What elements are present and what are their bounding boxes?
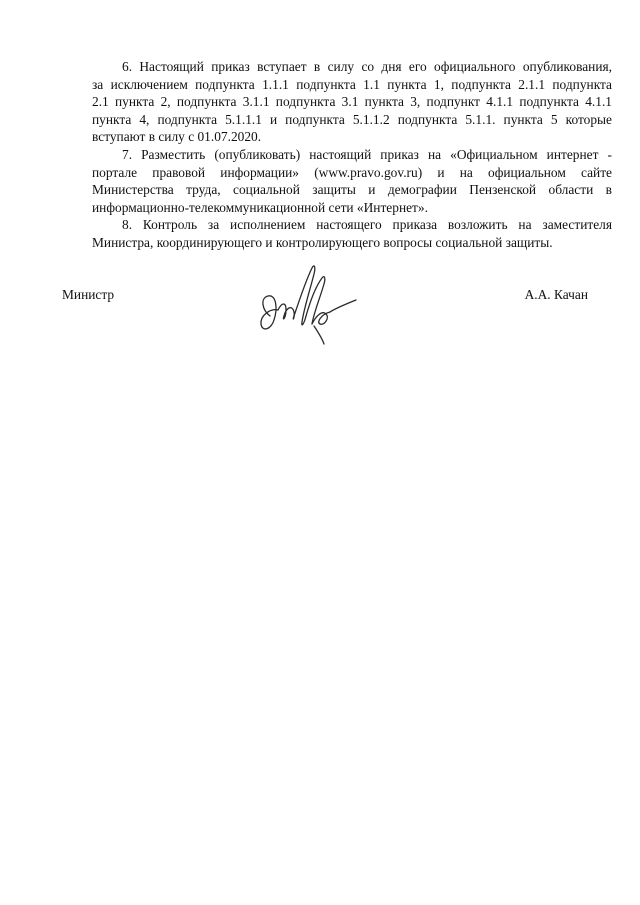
paragraph-line: 2.1 пункта 2, подпункта 3.1.1 подпункта 3.1 пункта 3, подпункт 4.1.1 подпункта 4.1.1: [92, 94, 612, 110]
handwritten-signature: [256, 258, 366, 348]
paragraph-8: [62, 216, 612, 251]
paragraph-7: [62, 146, 612, 216]
paragraph-line: 6. Настоящий приказ вступает в силу со дня его официального опубликования,: [122, 59, 612, 74]
signer-name: А.А. Качан: [524, 287, 588, 302]
paragraph-line: 7. Разместить (опубликовать) настоящий приказ на «Официальном интернет -: [122, 146, 612, 162]
paragraph-line: портале правовой информации» (www.pravo.gov.ru) и на официальном сайте: [92, 164, 612, 180]
paragraph-line: за исключением подпункта 1.1.1 подпункта 1.1 пункта 1, подпункта 2.1.1 подпункта: [92, 76, 612, 92]
paragraph-line: 8. Контроль за исполнением настоящего приказа возложить на заместителя: [122, 217, 612, 233]
paragraph-line: вступают в силу с 01.07.2020.: [92, 129, 262, 145]
paragraph-line: Министра, координирующего и контролирующего вопросы социальной защиты.: [92, 234, 553, 250]
paragraph-line: Министерства труда, социальной защиты и демографии Пензенской области в: [92, 182, 612, 198]
paragraph-6: [62, 58, 612, 146]
paragraph-line: информационно-телекоммуникационной сети «Интернет».: [92, 199, 428, 215]
signer-title: Министр: [62, 287, 115, 302]
document-body: [62, 58, 612, 252]
paragraph-line: пункта 4, подпункта 5.1.1.1 и подпункта 5.1.1.2 подпункта 5.1.1. пункта 5 которые: [92, 111, 612, 127]
